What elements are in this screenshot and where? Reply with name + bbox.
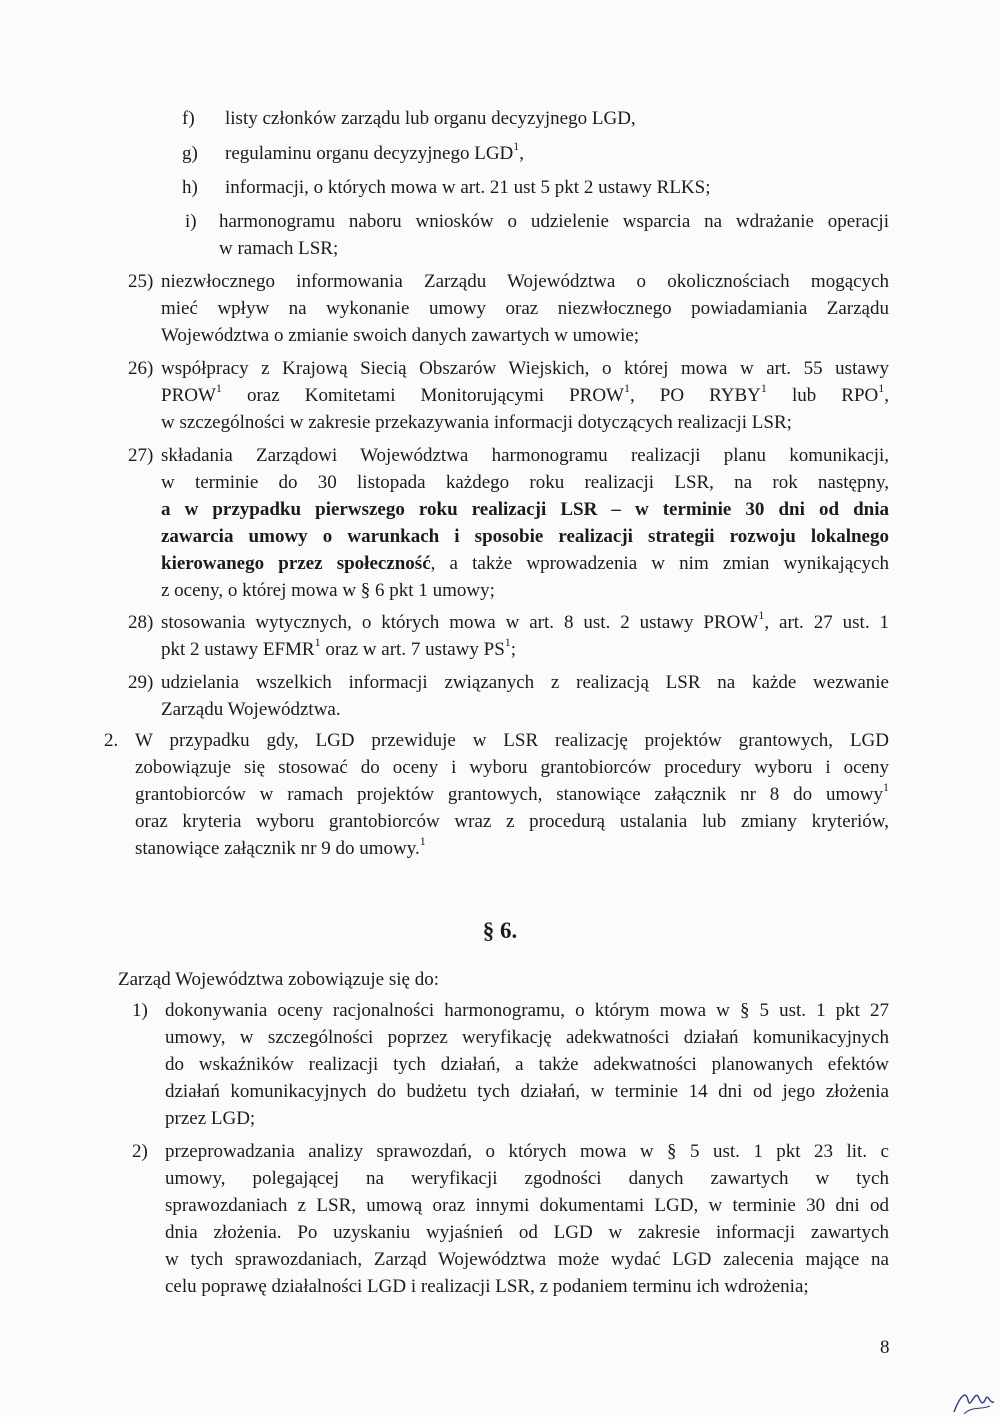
text-line: niezwłocznego informowania Zarządu Województwa o okolicznościach mogących <box>161 271 889 292</box>
section-heading: § 6. <box>482 918 518 943</box>
text-line: informacji, o których mowa w art. 21 ust 5 pkt 2 ustawy RLKS; <box>225 177 711 198</box>
text-line: PROW$^1$ oraz Komitetami Monitorującymi PROW$^1$, PO RYBY$^1$ lub RPO$^1$, <box>161 380 889 406</box>
text-line: zobowiązuje się stosować do oceny i wyboru grantobiorców procedury wyboru i oceny <box>135 757 889 778</box>
text-line: współpracy z Krajową Siecią Obszarów Wiejskich, o której mowa w art. 55 ustawy <box>161 358 889 379</box>
text-line: umowy, polegającej na weryfikacji zgodności danych zawartych w tych <box>165 1168 889 1189</box>
text-line: grantobiorców w ramach projektów grantowych, stanowiące załącznik nr 8 do umowy$^1$ <box>135 779 889 805</box>
text-line: Zarząd Województwa zobowiązuje się do: <box>118 969 439 990</box>
text-line: W przypadku gdy, LGD przewiduje w LSR realizację projektów grantowych, LGD <box>135 730 889 751</box>
text-line: a w przypadku pierwszego roku realizacji LSR – w terminie 30 dni od dnia <box>161 499 889 520</box>
text-line: w tych sprawozdaniach, Zarząd Województwa może wydać LGD zalecenia mające na <box>165 1249 889 1270</box>
list-marker: f) <box>182 108 195 129</box>
text-line: zawarcia umowy o warunkach i sposobie realizacji strategii rozwoju lokalnego <box>161 526 889 547</box>
text-line: w terminie do 30 listopada każdego roku realizacji LSR, na rok następny, <box>161 472 889 493</box>
text-line: Województwa o zmianie swoich danych zawartych w umowie; <box>161 325 640 346</box>
list-marker: 29) <box>128 672 154 693</box>
text-line: składania Zarządowi Województwa harmonogramu realizacji planu komunikacji, <box>161 445 889 466</box>
list-marker: 26) <box>128 358 154 379</box>
text-line: oraz kryteria wyboru grantobiorców wraz z procedurą ustalania lub zmiany kryteriów, <box>135 811 889 832</box>
text-line: przez LGD; <box>165 1108 256 1129</box>
list-marker: 2. <box>104 730 119 751</box>
text-line: z oceny, o której mowa w § 6 pkt 1 umowy; <box>161 580 495 601</box>
text-line: w ramach LSR; <box>219 238 339 259</box>
text-line: udzielania wszelkich informacji związanych z realizacją LSR na każde wezwanie <box>161 672 889 693</box>
list-marker: 25) <box>128 271 154 292</box>
page-number: 8 <box>880 1337 890 1358</box>
text-line: celu poprawę działalności LGD i realizacji LSR, z podaniem terminu ich wdrożenia; <box>165 1276 809 1297</box>
text-line: harmonogramu naboru wniosków o udzielenie wsparcia na wdrażanie operacji <box>219 211 889 232</box>
text-line: przeprowadzania analizy sprawozdań, o których mowa w § 5 ust. 1 pkt 23 lit. c <box>165 1141 889 1162</box>
text-line: stanowiące załącznik nr 9 do umowy.$^1$ <box>135 833 426 859</box>
text-line: listy członków zarządu lub organu decyzyjnego LGD, <box>225 108 636 129</box>
text-line: do wskaźników realizacji tych działań, a także adekwatności planowanych efektów <box>165 1054 889 1075</box>
list-marker: 2) <box>132 1141 148 1162</box>
list-marker: h) <box>182 177 198 198</box>
bold-phrase: kierowanego przez społeczność <box>161 553 431 574</box>
list-marker: g) <box>182 143 198 164</box>
list-marker: i) <box>185 211 197 232</box>
text-line: pkt 2 ustawy EFMR$^1$ oraz w art. 7 ustawy $PS^1$; <box>161 634 517 660</box>
text-line: mieć wpływ na wykonanie umowy oraz niezwłocznego powiadamiania Zarządu <box>161 298 889 319</box>
text-line: stosowania wytycznych, o których mowa w art. 8 ust. 2 ustawy PROW$^1$, art. 27 ust. 1 <box>161 607 890 633</box>
text-line: dokonywania oceny racjonalności harmonogramu, o którym mowa w § 5 ust. 1 pkt 27 <box>165 1000 889 1021</box>
text-line: Zarządu Województwa. <box>161 699 341 720</box>
signature-mark <box>950 1386 996 1416</box>
text-line: działań komunikacyjnych do budżetu tych działań, w terminie 14 dni od jego złożenia <box>165 1081 889 1102</box>
text-line: regulaminu organu decyzyjnego LGD$^1$, <box>225 138 525 164</box>
text-line: kierowanego przez społeczność, a także wprowadzenia w nim zmian wynikających <box>161 553 889 574</box>
list-marker: 28) <box>128 612 154 633</box>
text-line: sprawozdaniach z LSR, umową oraz innymi dokumentami LGD, w terminie 30 dni od <box>165 1195 889 1216</box>
text-line: dnia złożenia. Po uzyskaniu wyjaśnień od LGD w zakresie informacji zawartych <box>165 1222 889 1243</box>
text-line: w szczególności w zakresie przekazywania informacji dotyczących realizacji LSR; <box>161 412 792 433</box>
text-line: umowy, w szczególności poprzez weryfikację adekwatności działań komunikacyjnych <box>165 1027 889 1048</box>
list-marker: 1) <box>132 1000 148 1021</box>
list-marker: 27) <box>128 445 154 466</box>
